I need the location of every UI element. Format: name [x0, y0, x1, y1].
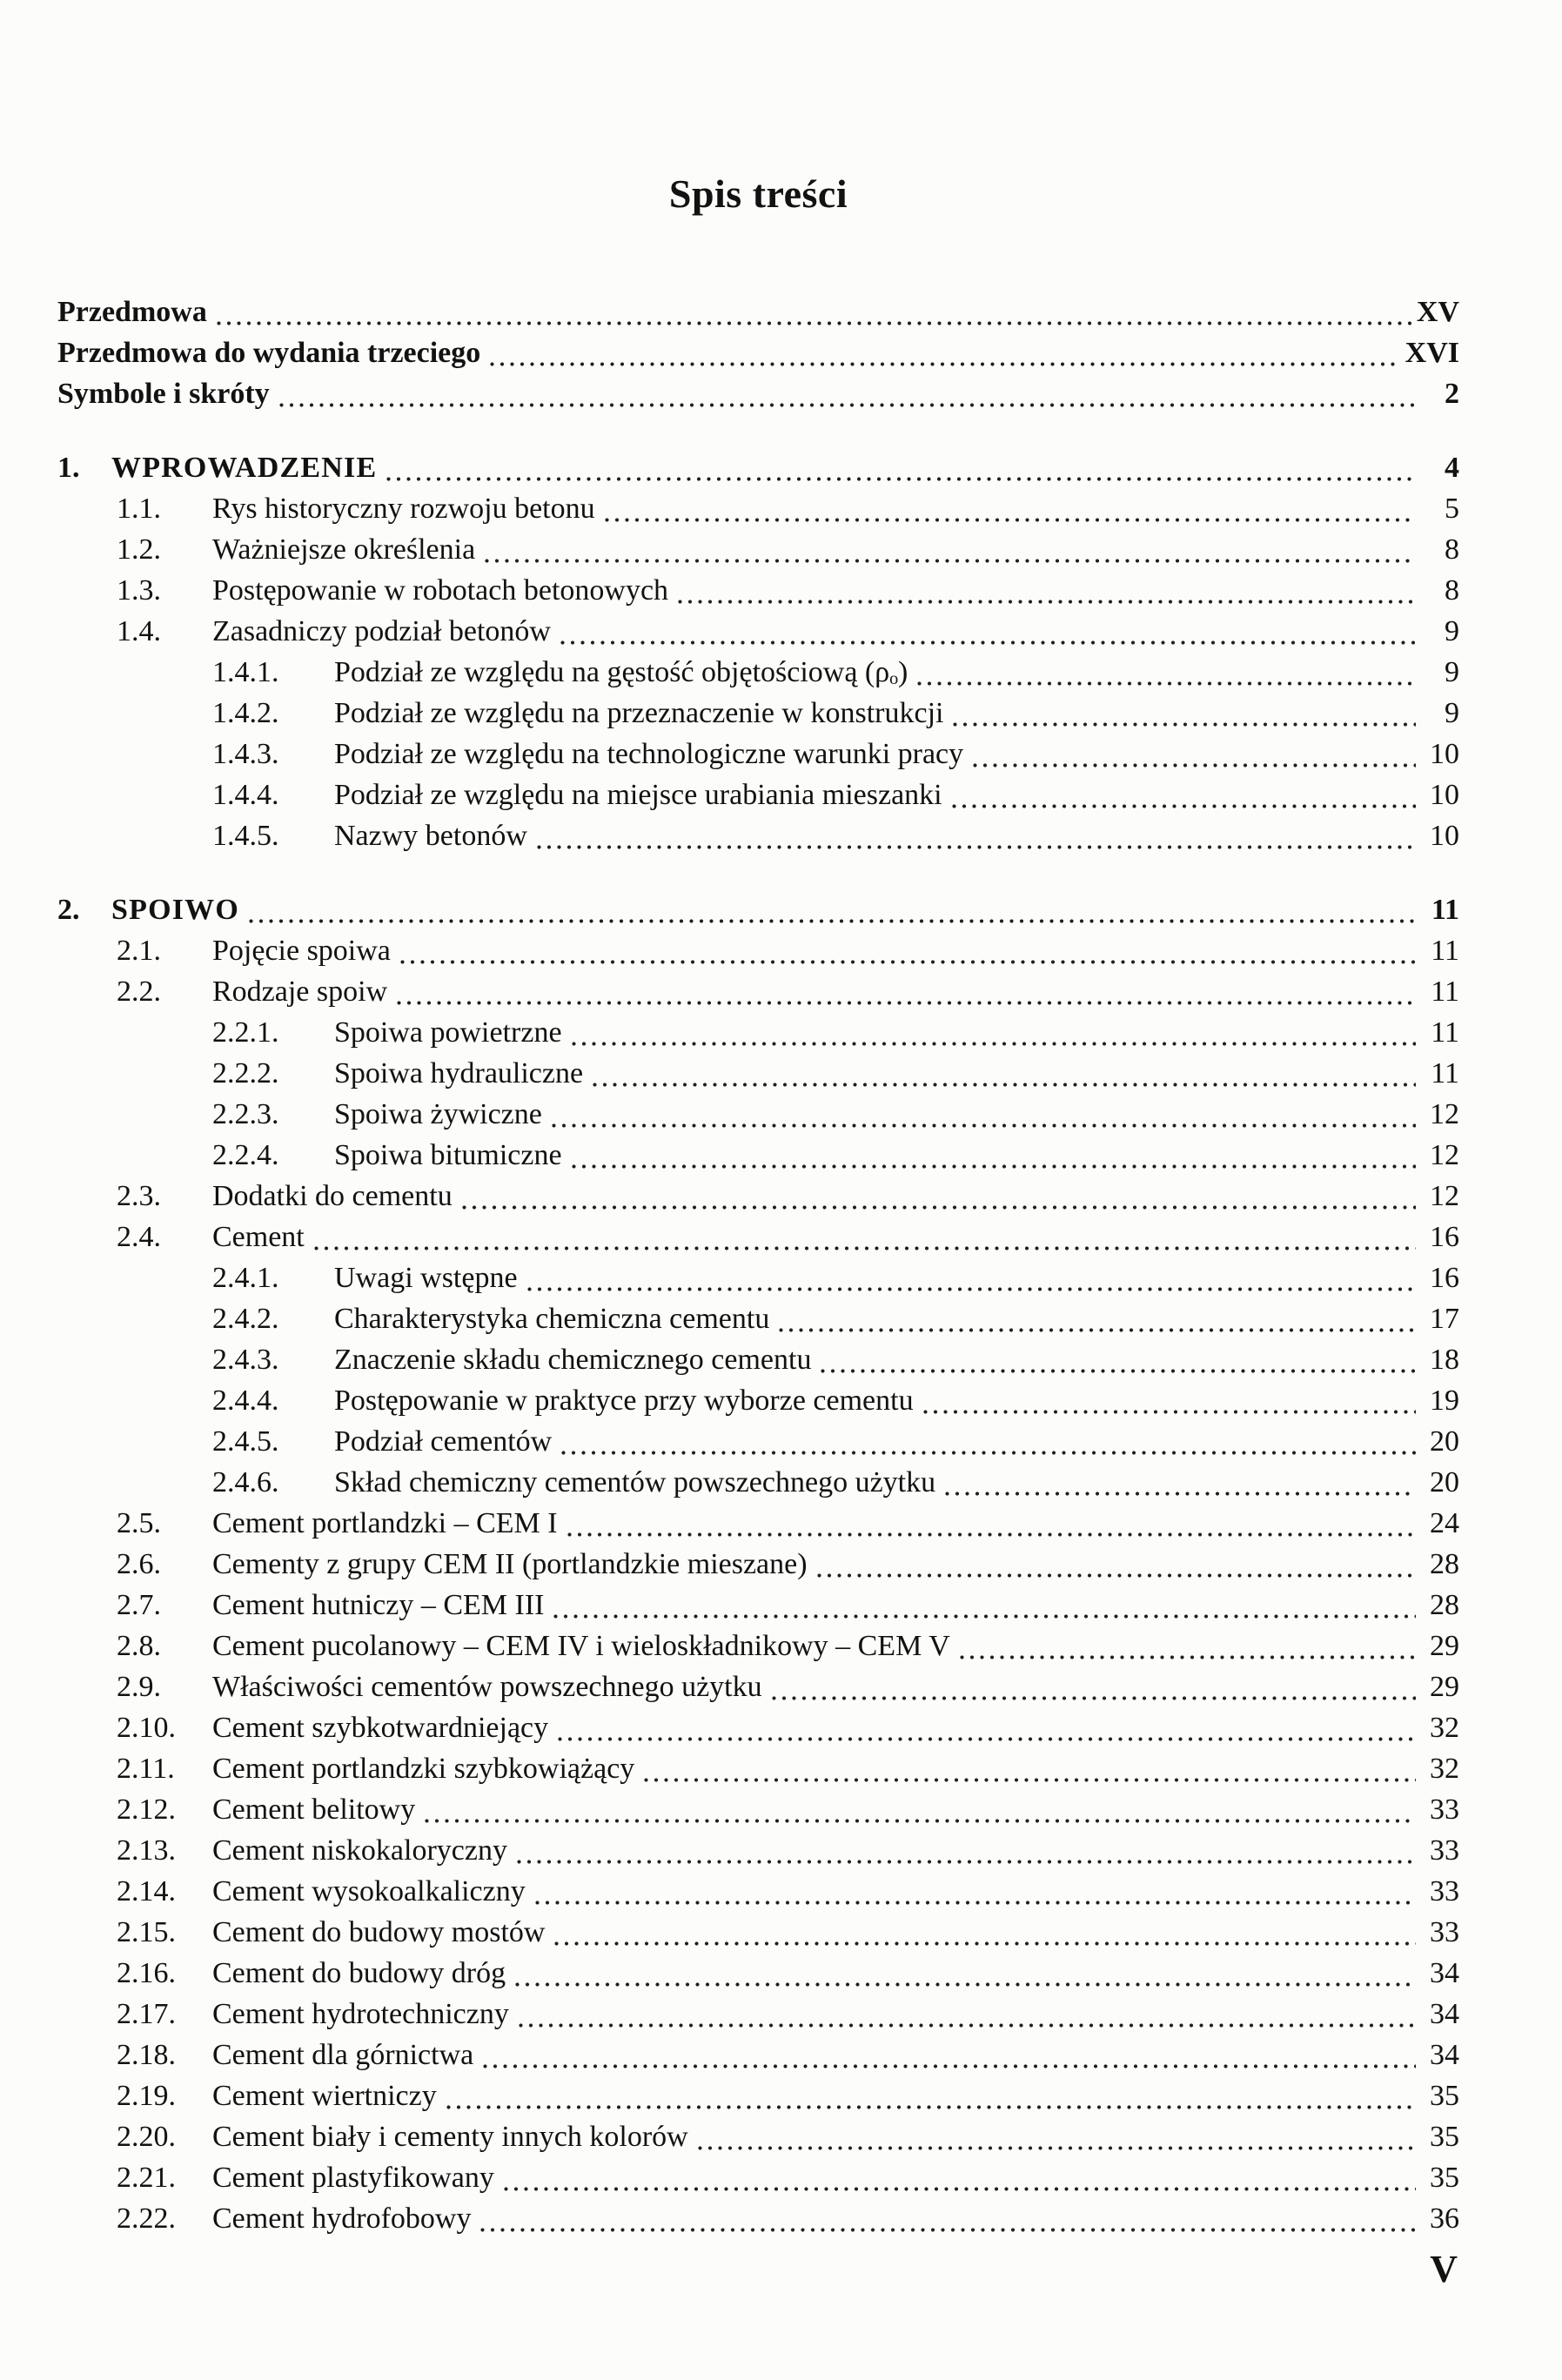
- entry-number: 2.4.4.: [212, 1384, 279, 1417]
- toc-entry: [57, 529, 1459, 570]
- toc-entry: [57, 1503, 1459, 1544]
- entry-number: 2.2.: [117, 975, 161, 1008]
- dot-leader: [569, 1135, 1416, 1176]
- entry-number: 1.4.4.: [212, 779, 279, 811]
- toc-entry: [57, 652, 1459, 693]
- entry-number: 2.4.1.: [212, 1262, 279, 1294]
- entry-page: 11: [1431, 1057, 1459, 1089]
- toc-entry: [57, 1666, 1459, 1707]
- toc-entry: [57, 1830, 1459, 1871]
- dot-leader: [970, 734, 1416, 774]
- entry-label: Cementy z grupy CEM II (portlandzkie mieszane): [212, 1548, 808, 1580]
- dot-leader: [384, 447, 1416, 488]
- dot-leader: [552, 1912, 1416, 1953]
- toc-entry: [57, 1912, 1459, 1953]
- entry-page: 28: [1430, 1548, 1459, 1580]
- entry-number: 1.4.5.: [212, 820, 279, 852]
- entry-label: Skład chemiczny cementów powszechnego użytku: [334, 1466, 936, 1498]
- dot-leader: [695, 2116, 1416, 2157]
- toc-entry: [57, 734, 1459, 774]
- dot-leader: [915, 652, 1416, 693]
- toc-entry: [57, 292, 1459, 332]
- entry-label: Rys historyczny rozwoju betonu: [212, 493, 595, 525]
- entry-label: Znaczenie składu chemicznego cementu: [334, 1344, 812, 1376]
- entry-label: Przedmowa do wydania trzeciego: [57, 337, 481, 369]
- entry-number: 2.3.: [117, 1180, 161, 1212]
- entry-page: 10: [1430, 820, 1459, 852]
- entry-page: 33: [1430, 1916, 1459, 1948]
- entry-number: 2.9.: [117, 1671, 161, 1703]
- entry-label: Cement dla górnictwa: [212, 2039, 474, 2071]
- toc-entry: [57, 1544, 1459, 1585]
- entry-label: Postępowanie w praktyce przy wyborze cementu: [334, 1384, 914, 1417]
- toc-entry: [57, 611, 1459, 652]
- entry-page: 17: [1430, 1303, 1459, 1335]
- entry-page: 20: [1430, 1425, 1459, 1458]
- entry-label: Ważniejsze określenia: [212, 533, 476, 566]
- toc-entry: [57, 971, 1459, 1012]
- entry-number: 2.4.5.: [212, 1425, 279, 1458]
- entry-page: XV: [1416, 296, 1459, 328]
- entry-page: 35: [1430, 2121, 1459, 2153]
- entry-number: 2.2.2.: [212, 1057, 279, 1089]
- entry-number: 2.20.: [117, 2121, 176, 2153]
- toc-entry: [57, 447, 1459, 488]
- entry-label: Cement hutniczy – CEM III: [212, 1589, 545, 1621]
- toc-entry: [57, 570, 1459, 611]
- toc-entry: [57, 1994, 1459, 2035]
- entry-label: Cement plastyfikowany: [212, 2162, 494, 2194]
- dot-leader: [480, 2035, 1416, 2075]
- entry-number: 2.4.2.: [212, 1303, 279, 1335]
- dot-leader: [776, 1298, 1416, 1339]
- entry-page: 11: [1431, 894, 1459, 926]
- toc-entry: [57, 1626, 1459, 1666]
- dot-leader: [398, 930, 1416, 971]
- entry-page: 29: [1430, 1630, 1459, 1662]
- entry-label: Dodatki do cementu: [212, 1180, 453, 1212]
- dot-leader: [950, 693, 1416, 734]
- entry-page: XVI: [1404, 337, 1459, 369]
- entry-page: 32: [1430, 1753, 1459, 1785]
- entry-label: Cement belitowy: [212, 1793, 416, 1826]
- entry-label: Cement niskokaloryczny: [212, 1834, 507, 1867]
- entry-label: Symbole i skróty: [57, 378, 270, 410]
- entry-number: 1.4.1.: [212, 656, 279, 688]
- entry-label: Właściwości cementów powszechnego użytku: [212, 1671, 762, 1703]
- entry-page: 11: [1431, 1016, 1459, 1049]
- dot-leader: [565, 1503, 1416, 1544]
- entry-number: 2.17.: [117, 1998, 176, 2030]
- toc-entry: [57, 1707, 1459, 1748]
- entry-number: 2.15.: [117, 1916, 176, 1948]
- entry-label: Cement: [212, 1221, 305, 1253]
- dot-leader: [949, 774, 1416, 815]
- dot-leader: [513, 1953, 1416, 1994]
- entry-page: 19: [1430, 1384, 1459, 1417]
- entry-label: Podział ze względu na przeznaczenie w konstrukcji: [334, 697, 944, 729]
- entry-label: Spoiwa żywiczne: [334, 1098, 542, 1130]
- toc-entry: [57, 2198, 1459, 2239]
- entry-page: 29: [1430, 1671, 1459, 1703]
- entry-number: 2.7.: [117, 1589, 161, 1621]
- dot-leader: [942, 1462, 1416, 1503]
- entry-page: 4: [1445, 452, 1459, 484]
- entry-label: Spoiwa powietrzne: [334, 1016, 562, 1049]
- page-number: V: [1430, 2248, 1458, 2290]
- entry-page: 10: [1430, 738, 1459, 770]
- entry-page: 2: [1445, 378, 1459, 410]
- entry-page: 10: [1430, 779, 1459, 811]
- toc-entry: [57, 2116, 1459, 2157]
- entry-label: WPROWADZENIE: [111, 452, 378, 484]
- entry-page: 24: [1430, 1507, 1459, 1539]
- dot-leader: [514, 1830, 1416, 1871]
- entry-number: 2.4.: [117, 1221, 161, 1253]
- entry-page: 34: [1430, 1957, 1459, 1989]
- entry-page: 33: [1430, 1875, 1459, 1907]
- entry-label: Cement portlandzki – CEM I: [212, 1507, 558, 1539]
- entry-label: Uwagi wstępne: [334, 1262, 518, 1294]
- dot-leader: [769, 1666, 1416, 1707]
- entry-page: 16: [1430, 1221, 1459, 1253]
- entry-label: Cement pucolanowy – CEM IV i wieloskładnikowy – CEM V: [212, 1630, 950, 1662]
- entry-number: 2.4.6.: [212, 1466, 279, 1498]
- entry-number: 1.4.3.: [212, 738, 279, 770]
- dot-leader: [590, 1053, 1416, 1094]
- dot-leader: [641, 1748, 1416, 1789]
- entry-page: 20: [1430, 1466, 1459, 1498]
- entry-page: 8: [1445, 533, 1459, 566]
- toc-entry: [57, 1789, 1459, 1830]
- toc-entry: [57, 1176, 1459, 1217]
- toc-entry: [57, 1748, 1459, 1789]
- entry-label: Cement do budowy mostów: [212, 1916, 546, 1948]
- entry-label: SPOIWO: [111, 894, 240, 926]
- toc-entry: [57, 1217, 1459, 1257]
- entry-page: 9: [1445, 697, 1459, 729]
- entry-label: Cement szybkotwardniejący: [212, 1712, 549, 1744]
- dot-leader: [525, 1257, 1416, 1298]
- dot-leader: [214, 292, 1411, 332]
- toc-entry: [57, 2035, 1459, 2075]
- entry-page: 34: [1430, 2039, 1459, 2071]
- dot-leader: [957, 1626, 1416, 1666]
- entry-number: 1.4.: [117, 615, 161, 647]
- toc-entry: [57, 1585, 1459, 1626]
- entry-page: 11: [1431, 935, 1459, 967]
- entry-number: 1.: [57, 452, 80, 484]
- toc-entry: [57, 1012, 1459, 1053]
- entry-label: Cement wiertniczy: [212, 2080, 437, 2112]
- dot-leader: [559, 1421, 1416, 1462]
- toc-entry: [57, 1298, 1459, 1339]
- entry-number: 1.4.2.: [212, 697, 279, 729]
- dot-leader: [534, 815, 1416, 856]
- toc-entry: [57, 2157, 1459, 2198]
- entry-page: 36: [1430, 2202, 1459, 2235]
- toc-entry: [57, 815, 1459, 856]
- toc-entry: [57, 1953, 1459, 1994]
- dot-leader: [501, 2157, 1416, 2198]
- entry-page: 5: [1445, 493, 1459, 525]
- toc-list: [57, 292, 1459, 2239]
- entry-label: Cement hydrofobowy: [212, 2202, 472, 2235]
- toc-entry: [57, 1421, 1459, 1462]
- entry-page: 8: [1445, 574, 1459, 607]
- dot-leader: [394, 971, 1416, 1012]
- toc-entry: [57, 1053, 1459, 1094]
- entry-label: Cement do budowy dróg: [212, 1957, 506, 1989]
- entry-label: Cement biały i cementy innych kolorów: [212, 2121, 688, 2153]
- toc-entry: [57, 2075, 1459, 2116]
- entry-label: Podział ze względu na gęstość objętościową (ρₒ): [334, 656, 908, 688]
- toc-entry: [57, 332, 1459, 373]
- dot-leader: [921, 1380, 1416, 1421]
- dot-leader: [444, 2075, 1416, 2116]
- entry-number: 2.12.: [117, 1793, 176, 1826]
- entry-number: 2.4.3.: [212, 1344, 279, 1376]
- entry-label: Rodzaje spoiw: [212, 975, 388, 1008]
- entry-page: 34: [1430, 1998, 1459, 2030]
- entry-page: 35: [1430, 2080, 1459, 2112]
- dot-leader: [459, 1176, 1416, 1217]
- entry-number: 2.6.: [117, 1548, 161, 1580]
- entry-page: 16: [1430, 1262, 1459, 1294]
- entry-label: Podział ze względu na miejsce urabiania mieszanki: [334, 779, 942, 811]
- dot-leader: [478, 2198, 1416, 2239]
- entry-number: 2.2.4.: [212, 1139, 279, 1171]
- toc-entry: [57, 889, 1459, 930]
- entry-label: Spoiwa hydrauliczne: [334, 1057, 584, 1089]
- entry-number: 2.2.1.: [212, 1016, 279, 1049]
- dot-leader: [277, 373, 1416, 414]
- toc-entry: [57, 1135, 1459, 1176]
- entry-label: Nazwy betonów: [334, 820, 527, 852]
- dot-leader: [533, 1871, 1416, 1912]
- entry-page: 12: [1430, 1180, 1459, 1212]
- entry-number: 1.3.: [117, 574, 161, 607]
- dot-leader: [482, 529, 1416, 570]
- toc-entry: [57, 930, 1459, 971]
- dot-leader: [569, 1012, 1416, 1053]
- dot-leader: [487, 332, 1399, 373]
- dot-leader: [602, 488, 1416, 529]
- entry-page: 33: [1430, 1793, 1459, 1826]
- entry-label: Przedmowa: [57, 296, 207, 328]
- toc-entry: [57, 488, 1459, 529]
- entry-number: 2.19.: [117, 2080, 176, 2112]
- dot-leader: [675, 570, 1416, 611]
- entry-number: 2.14.: [117, 1875, 176, 1907]
- entry-number: 2.22.: [117, 2202, 176, 2235]
- dot-leader: [558, 611, 1416, 652]
- dot-leader: [312, 1217, 1416, 1257]
- dot-leader: [818, 1339, 1416, 1380]
- toc-entry: [57, 1380, 1459, 1421]
- toc-entry: [57, 1094, 1459, 1135]
- dot-leader: [555, 1707, 1416, 1748]
- entry-label: Podział ze względu na technologiczne warunki pracy: [334, 738, 964, 770]
- dot-leader: [246, 889, 1416, 930]
- toc-entry: [57, 1462, 1459, 1503]
- entry-number: 1.1.: [117, 493, 161, 525]
- entry-number: 2.21.: [117, 2162, 176, 2194]
- dot-leader: [551, 1585, 1416, 1626]
- entry-number: 2.: [57, 894, 80, 926]
- entry-page: 12: [1430, 1098, 1459, 1130]
- dot-leader: [422, 1789, 1416, 1830]
- dot-leader: [549, 1094, 1416, 1135]
- entry-label: Zasadniczy podział betonów: [212, 615, 551, 647]
- entry-number: 2.16.: [117, 1957, 176, 1989]
- entry-label: Spoiwa bitumiczne: [334, 1139, 562, 1171]
- dot-leader: [516, 1994, 1416, 2035]
- entry-number: 2.1.: [117, 935, 161, 967]
- entry-label: Podział cementów: [334, 1425, 553, 1458]
- entry-number: 2.11.: [117, 1753, 175, 1785]
- toc-entry: [57, 1257, 1459, 1298]
- entry-number: 2.5.: [117, 1507, 161, 1539]
- entry-page: 28: [1430, 1589, 1459, 1621]
- entry-label: Cement hydrotechniczny: [212, 1998, 509, 2030]
- entry-number: 2.18.: [117, 2039, 176, 2071]
- toc-entry: [57, 373, 1459, 414]
- entry-page: 33: [1430, 1834, 1459, 1867]
- entry-page: 11: [1431, 975, 1459, 1008]
- entry-label: Charakterystyka chemiczna cementu: [334, 1303, 770, 1335]
- dot-leader: [815, 1544, 1416, 1585]
- toc-entry: [57, 774, 1459, 815]
- entry-label: Pojęcie spoiwa: [212, 935, 391, 967]
- toc-entry: [57, 1339, 1459, 1380]
- entry-number: 2.2.3.: [212, 1098, 279, 1130]
- entry-number: 1.2.: [117, 533, 161, 566]
- entry-page: 35: [1430, 2162, 1459, 2194]
- entry-page: 9: [1445, 656, 1459, 688]
- entry-label: Postępowanie w robotach betonowych: [212, 574, 669, 607]
- toc-entry: [57, 1871, 1459, 1912]
- entry-label: Cement wysokoalkaliczny: [212, 1875, 526, 1907]
- page-title: Spis treści: [668, 171, 848, 216]
- entry-page: 18: [1430, 1344, 1459, 1376]
- entry-label: Cement portlandzki szybkowiążący: [212, 1753, 635, 1785]
- entry-number: 2.13.: [117, 1834, 176, 1867]
- entry-number: 2.8.: [117, 1630, 161, 1662]
- entry-page: 32: [1430, 1712, 1459, 1744]
- entry-page: 9: [1445, 615, 1459, 647]
- entry-number: 2.10.: [117, 1712, 176, 1744]
- toc-entry: [57, 693, 1459, 734]
- entry-page: 12: [1430, 1139, 1459, 1171]
